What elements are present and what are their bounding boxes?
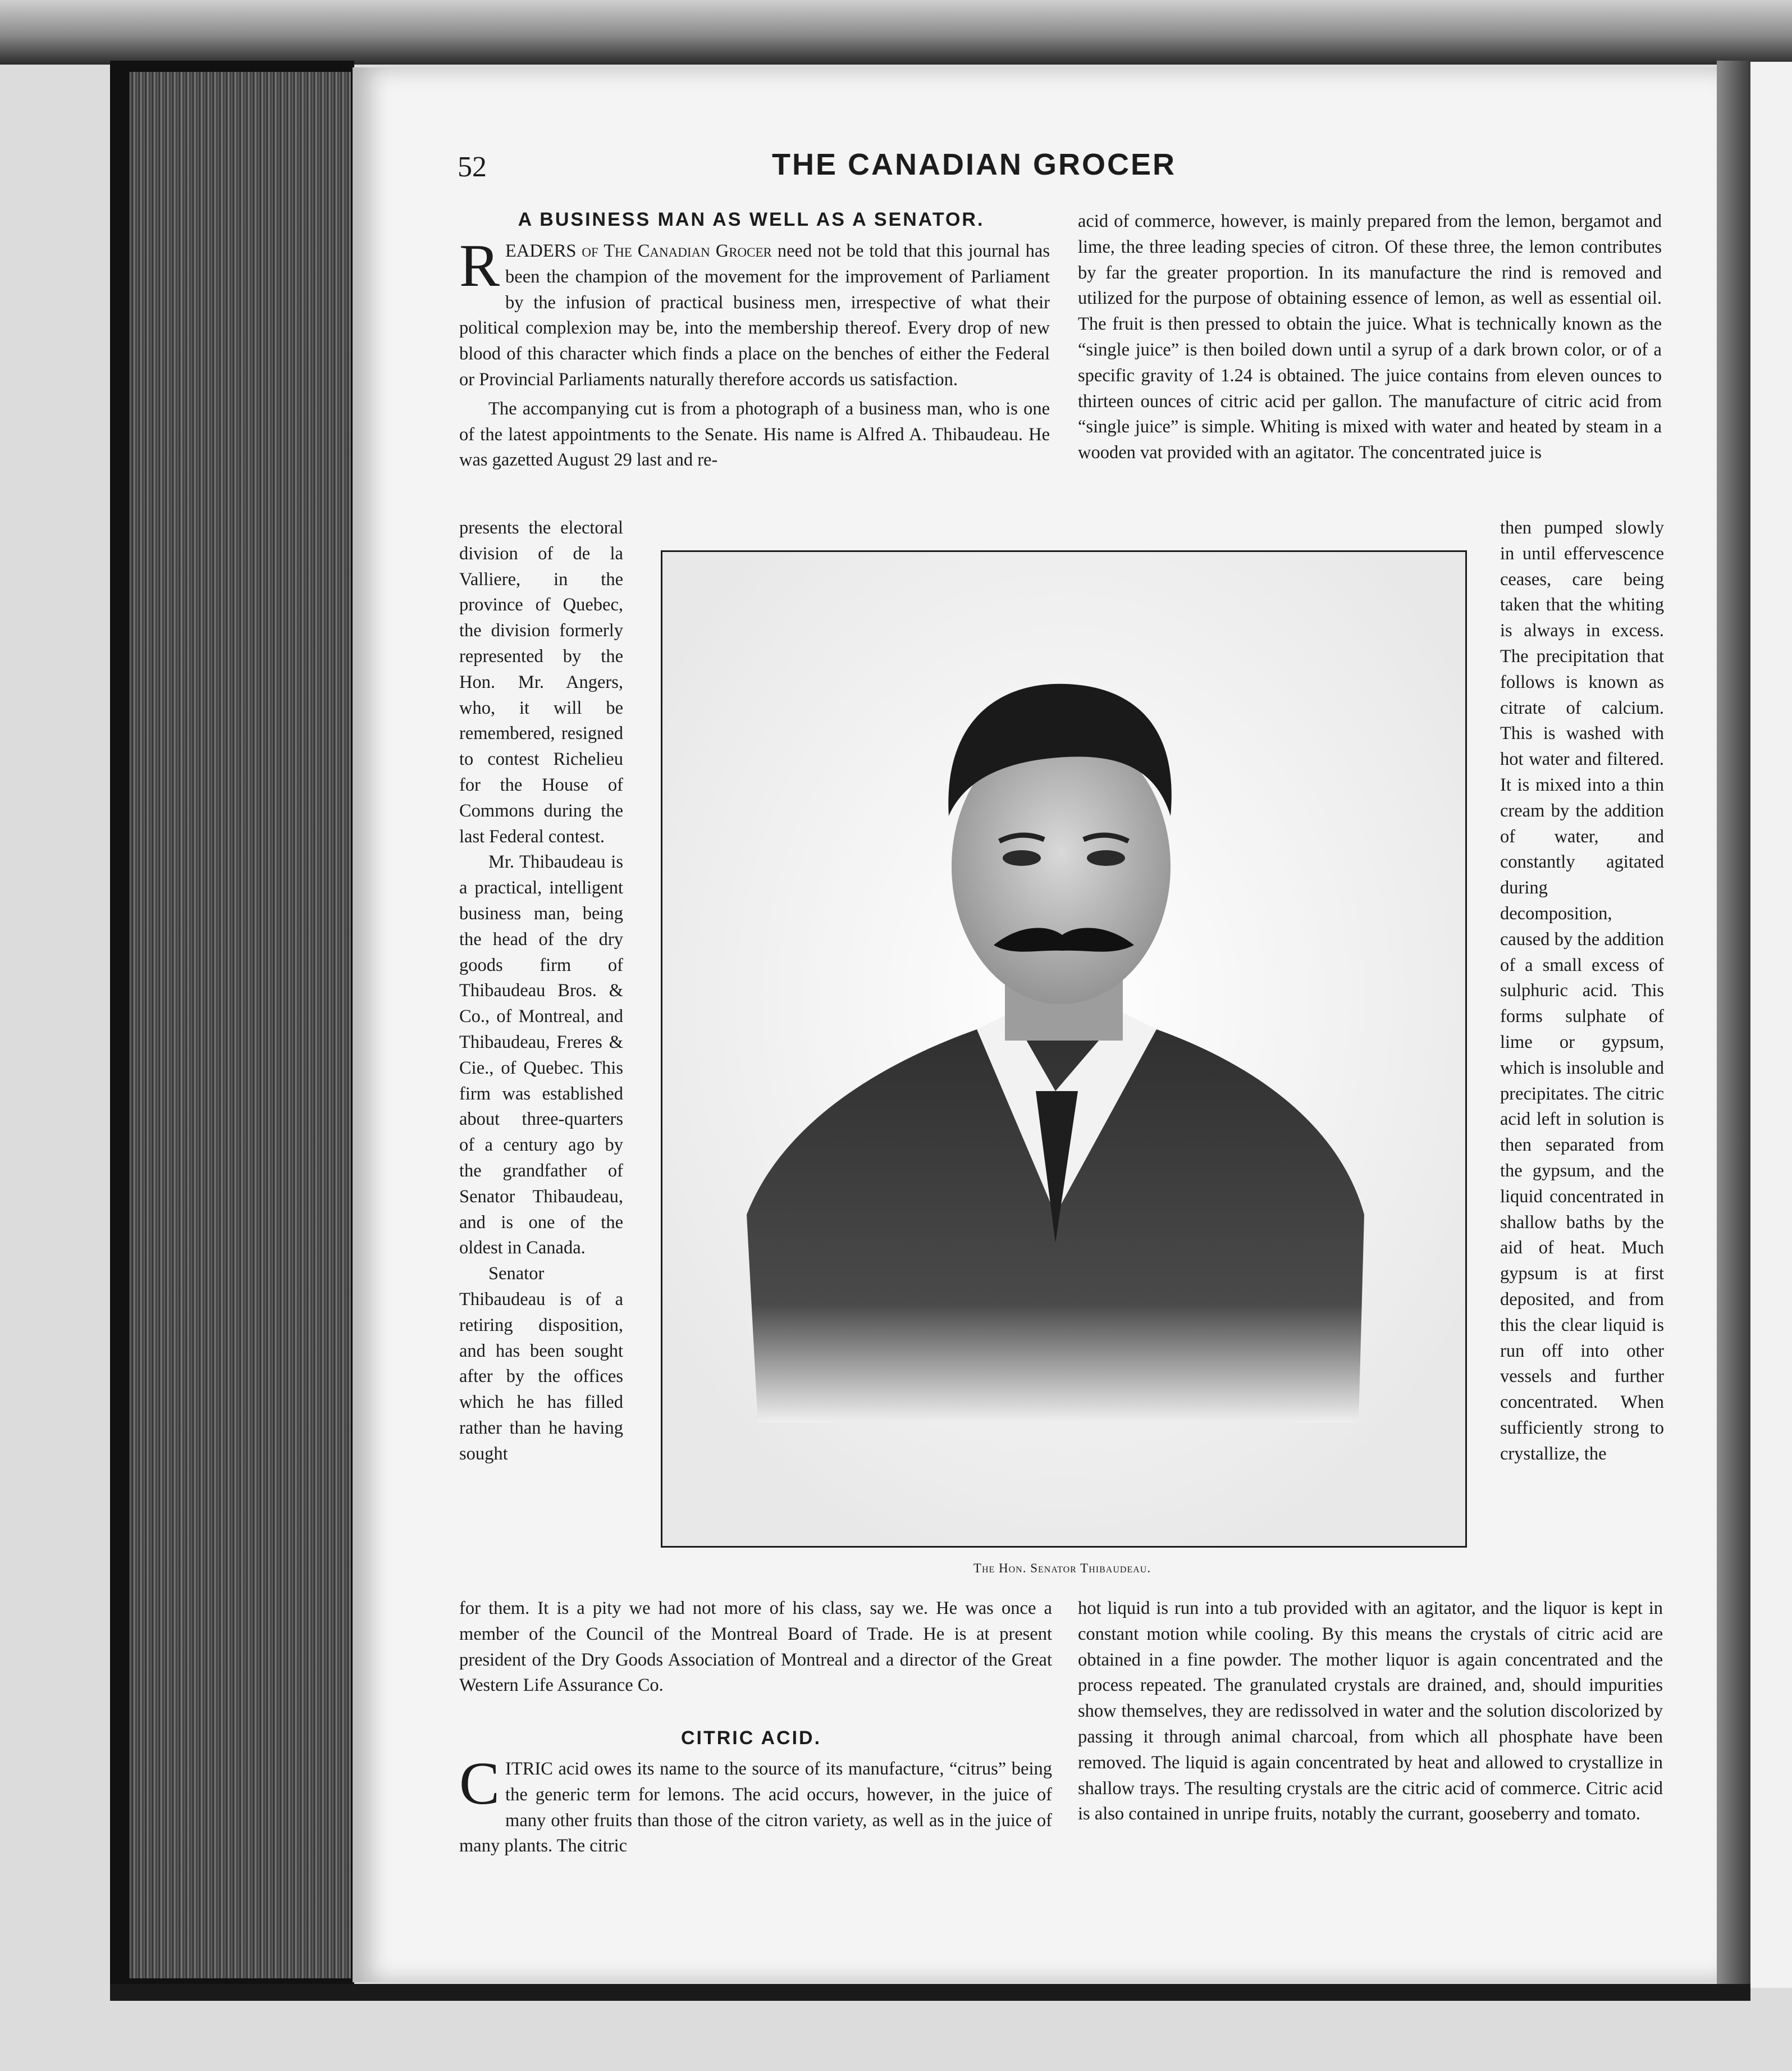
- dropcap-c: C: [459, 1750, 500, 1817]
- photo-caption: The Hon. Senator Thibaudeau.: [973, 1561, 1151, 1575]
- scan-bottom-edge: [110, 1984, 1750, 2001]
- article2-narrow-right: then pumped slowly in until effervescence ceases, care being taken that the whiting is always in excess. The precipitation that follows is known as citrate of calcium. This is washed with hot water and filtered. It is mixed into a thin cream by the addition of water, and constantly agitated during decomposition, caused by the addition of a small excess of sulphuric acid. This forms sulphate of lime or gypsum, which is insoluble and precipitates. The citric acid left in solution is then separated from the gypsum, and the liquid concentrated in shallow baths by the aid of heat. Much gypsum is at first deposited, and from this the clear liquid is run off into other vessels and further concentrated. When sufficiently strong to crystallize, the: [1500, 518, 1664, 1464]
- page-number: 52: [458, 151, 487, 183]
- page-masthead: THE CANADIAN GROCER: [771, 148, 1176, 181]
- article-heading-citric-acid: CITRIC ACID.: [680, 1727, 822, 1749]
- facing-page-edge: [1750, 62, 1792, 1988]
- article1-p1-text: need not be told that this journal has been the champion of the movement for the improvement of Parliament by the infusion of practical business men, irrespective of what their political complexion may be, into the membership thereof. Every drop of new blood of this character which finds a place on the benches of either the Federal or Provincial Parliaments naturally therefore accords us satisfaction.: [459, 241, 1050, 390]
- article1-narrow-p1: presents the electoral division of de la Valliere, in the province of Quebec, the division formerly represented by the Hon. Mr. Angers, who, it will be remembered, resigned to contest Richelieu for the House of Commons during the last Federal contest.: [459, 518, 623, 847]
- article-heading-senator: A BUSINESS MAN AS WELL AS A SENATOR.: [518, 209, 985, 230]
- journal-name: The Canadian Grocer: [604, 241, 772, 261]
- article2-right-top: acid of commerce, however, is mainly prepared from the lemon, bergamot and lime, the three leading species of citron. Of these three, the lemon contributes by far the greater proportion. In its manufacture the rind is removed and utilized for the purpose of obtaining essence of lemon, as well as essential oil. The fruit is then pressed to obtain the juice. What is technically known as the “single juice” is then boiled down until a syrup of a dark brown color, or of a specific gravity of 1.24 is obtained. The juice contains from eleven ounces to thirteen ounces of citric acid per gallon. The manufacture of citric acid from “single juice” is simple. Whiting is mixed with water and heated by steam in a wooden vat provided with an agitator. The concentrated juice is: [1078, 211, 1662, 463]
- article1-intro: [459, 232, 1050, 473]
- book-page-edges: [129, 72, 351, 1978]
- article2-p1: ITRIC acid owes its name to the source of its manufacture, “citrus” being the generic term for lemons. The acid occurs, however, in the juice of many other fruits than those of the citron variety, as well as in the juice of many plants. The citric: [459, 1759, 1052, 1856]
- article1-p2: The accompanying cut is from a photograph of a business man, who is one of the latest appointments to the Senate. His name is Alfred A. Thibaudeau. He was gazetted August 29 last and re-: [459, 398, 1050, 471]
- article1-narrow-p3: Senator Thibaudeau is of a retiring disposition, and has been sought after by the offices which he has filled rather than he having sought: [459, 1263, 623, 1464]
- scan-background-top: [0, 0, 1792, 65]
- portrait-illustration: [662, 552, 1465, 1546]
- article2-right-bottom: hot liquid is run into a tub provided with an agitator, and the liquor is kept in constant motion while cooling. By this means the crystals of citric acid are obtained in a fine powder. The mother liquor is again concentrated and the process repeated. The granulated crystals are drained, and, should impurities show themselves, they are redissolved in water and the solution discolorized by passing it through animal charcoal, from which all phosphate have been removed. The liquid is again concentrated by heat and allowed to crystallize in shallow trays. The resulting crystals are the citric acid of commerce. Citric acid is also contained in unripe fruits, notably the currant, gooseberry and tomato.: [1078, 1598, 1663, 1824]
- portrait-photo: [661, 550, 1467, 1548]
- book-gutter-shadow: [1717, 61, 1750, 1984]
- article1-closing: for them. It is a pity we had not more of his class, say we. He was once a member of the Council of the Montreal Board of Trade. He is at present president of the Dry Goods Association of Montreal and a director of the Great Western Life Assurance Co.: [459, 1598, 1052, 1696]
- article1-p1-lead: EADERS of: [505, 241, 604, 261]
- article1-narrow-p2: Mr. Thibaudeau is a practical, intelligent business man, being the head of the dry goods firm of Thibaudeau Bros. & Co., of Montreal, and Thibaudeau, Freres & Cie., of Quebec. This firm was established about three-quarters of a century ago by the grandfather of Senator Thibaudeau, and is one of the oldest in Canada.: [459, 852, 623, 1258]
- article1-narrow-column: [459, 516, 623, 1467]
- dropcap-r: R: [459, 232, 500, 299]
- article2-intro: [459, 1750, 1052, 1859]
